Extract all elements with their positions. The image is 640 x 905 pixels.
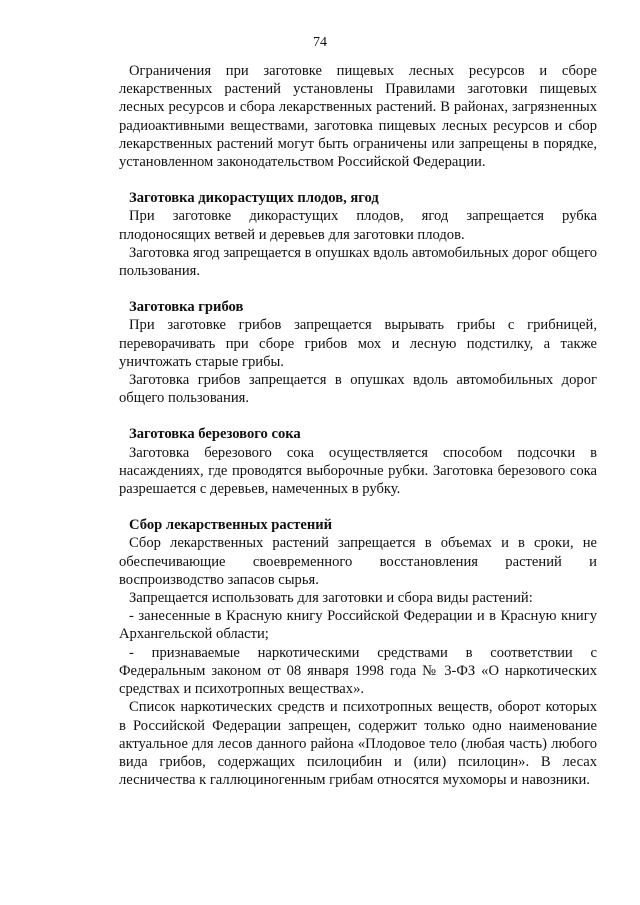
paragraph: Сбор лекарственных растений запрещается в объемах и в сроки, не обеспечивающие своевременного восстановления растений и воспроизводство запасов сырья. bbox=[119, 535, 597, 588]
section-heading: Сбор лекарственных растений bbox=[129, 517, 333, 534]
paragraph: При заготовке грибов запрещается вырывать грибы с грибницей, переворачивать при сборе грибов мох и лесную подстилку, а также уничтожать старые грибы. bbox=[119, 317, 597, 370]
list-item: - занесенные в Красную книгу Российской Федерации и в Красную книгу Архангельской области; bbox=[119, 608, 597, 643]
section-birch-sap bbox=[119, 425, 597, 498]
paragraph: При заготовке дикорастущих плодов, ягод запрещается рубка плодоносящих ветвей и деревьев для заготовки плодов. bbox=[119, 208, 597, 243]
document-body bbox=[119, 62, 597, 789]
paragraph: Запрещается использовать для заготовки и сбора виды растений: bbox=[129, 590, 533, 607]
paragraph: Заготовка грибов запрещается в опушках вдоль автомобильных дорог общего пользования. bbox=[119, 372, 597, 407]
section-medicinal-plants bbox=[119, 516, 597, 789]
section-heading: Заготовка березового сока bbox=[129, 426, 301, 443]
section-berries bbox=[119, 189, 597, 280]
paragraph: Список наркотических средств и психотропных веществ, оборот которых в Российской Федерации запрещен, содержит только одно наименование актуальное для лесов данного района «Плодовое тело (любая часть) любого вида грибов, содержащих псилоцибин и (или) псилоцин». В лесах лесничества к галлюциногенным грибам относятся мухоморы и навозники. bbox=[119, 699, 597, 789]
list-item: - признаваемые наркотическими средствами в соответствии с Федеральным законом от 08 января 1998 года № 3-ФЗ «О наркотических средствах и психотропных веществах». bbox=[119, 644, 597, 698]
section-heading: Заготовка грибов bbox=[129, 299, 244, 316]
section-mushrooms bbox=[119, 298, 597, 407]
paragraph: Заготовка ягод запрещается в опушках вдоль автомобильных дорог общего пользования. bbox=[119, 244, 597, 280]
paragraph: Заготовка березового сока осуществляется способом подсочки в насаждениях, где проводятся выборочные рубки. Заготовка березового сока разрешается с деревьев, намеченных в рубку. bbox=[119, 444, 597, 498]
page-number: 74 bbox=[313, 35, 327, 50]
section-heading: Заготовка дикорастущих плодов, ягод bbox=[129, 190, 379, 207]
intro-paragraph: Ограничения при заготовке пищевых лесных ресурсов и сборе лекарственных растений установлены Правилами заготовки пищевых лесных ресурсов и сбора лекарственных растений. В районах, загрязненных радиоактивными веществами, заготовка пищевых лесных ресурсов и сбор лекарственных растений могут быть ограничены или запрещены в порядке, установленном законодательством Российской Федерации. bbox=[119, 63, 597, 171]
